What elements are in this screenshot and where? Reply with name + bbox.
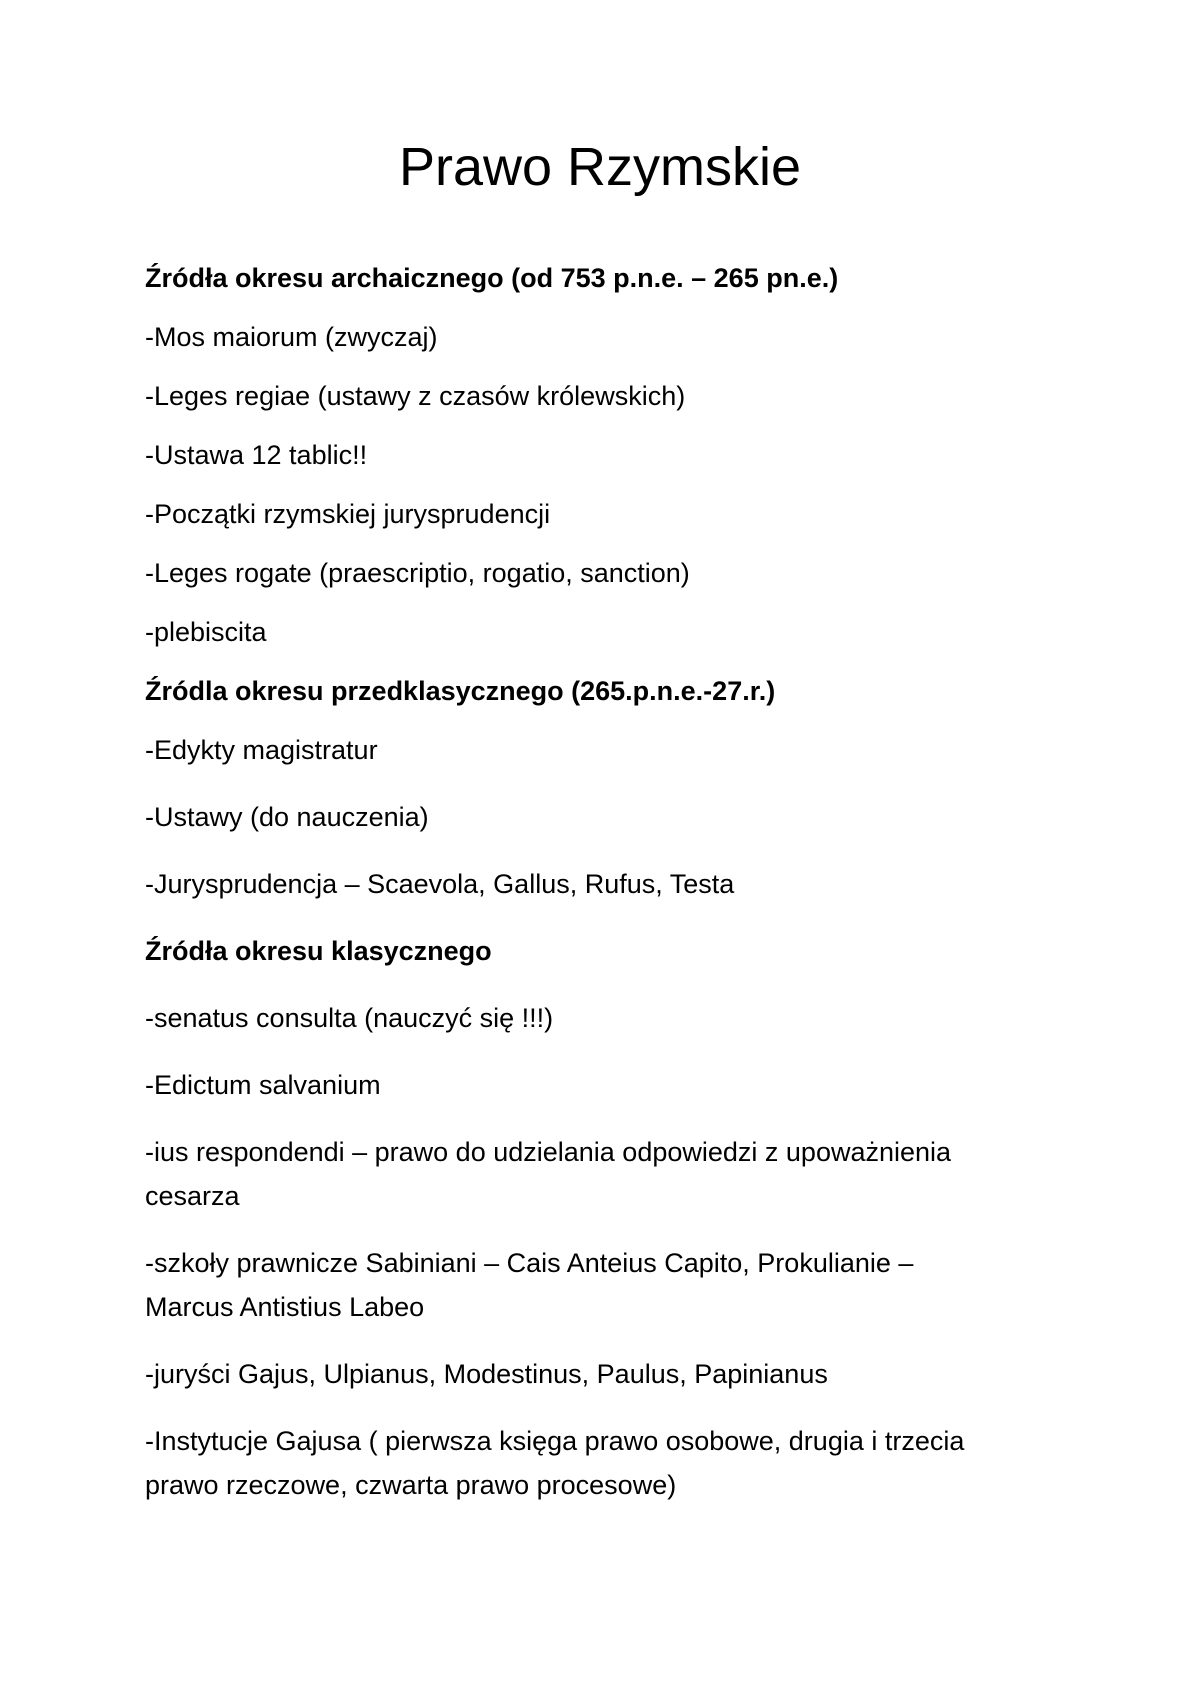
list-item: -Ustawy (do nauczenia) [145, 802, 429, 832]
list-item: -plebiscita [145, 617, 267, 647]
list-item-continuation: Marcus Antistius Labeo [145, 1292, 425, 1322]
list-item-continuation: prawo rzeczowe, czwarta prawo procesowe) [145, 1470, 677, 1500]
list-item: -Początki rzymskiej jurysprudencji [145, 499, 551, 529]
page-title: Prawo Rzymskie [398, 137, 802, 197]
section-heading-preclassical: Źródla okresu przedklasycznego (265.p.n.e.-27.r.) [145, 676, 776, 706]
list-item: -Edykty magistratur [145, 735, 378, 765]
list-item: -Leges rogate (praescriptio, rogatio, sanction) [145, 558, 690, 588]
list-item: -ius respondendi – prawo do udzielania odpowiedzi z upoważnienia [145, 1137, 952, 1167]
list-item: -senatus consulta (nauczyć się !!!) [145, 1003, 554, 1033]
list-item: -Instytucje Gajusa ( pierwsza księga prawo osobowe, drugia i trzecia [145, 1426, 965, 1456]
list-item: -Jurysprudencja – Scaevola, Gallus, Rufus, Testa [145, 869, 735, 899]
list-item-continuation: cesarza [145, 1181, 240, 1211]
list-item: -Leges regiae (ustawy z czasów królewskich) [145, 381, 686, 411]
section-heading-archaic: Źródła okresu archaicznego (od 753 p.n.e. – 265 pn.e.) [145, 263, 839, 293]
list-item: -szkoły prawnicze Sabiniani – Cais Anteius Capito, Prokulianie – [145, 1248, 914, 1278]
list-item: -juryści Gajus, Ulpianus, Modestinus, Paulus, Papinianus [145, 1359, 828, 1389]
list-item: -Mos maiorum (zwyczaj) [145, 322, 438, 352]
list-item: -Ustawa 12 tablic!! [145, 440, 368, 470]
list-item: -Edictum salvanium [145, 1070, 381, 1100]
section-heading-classical: Źródła okresu klasycznego [145, 936, 492, 966]
